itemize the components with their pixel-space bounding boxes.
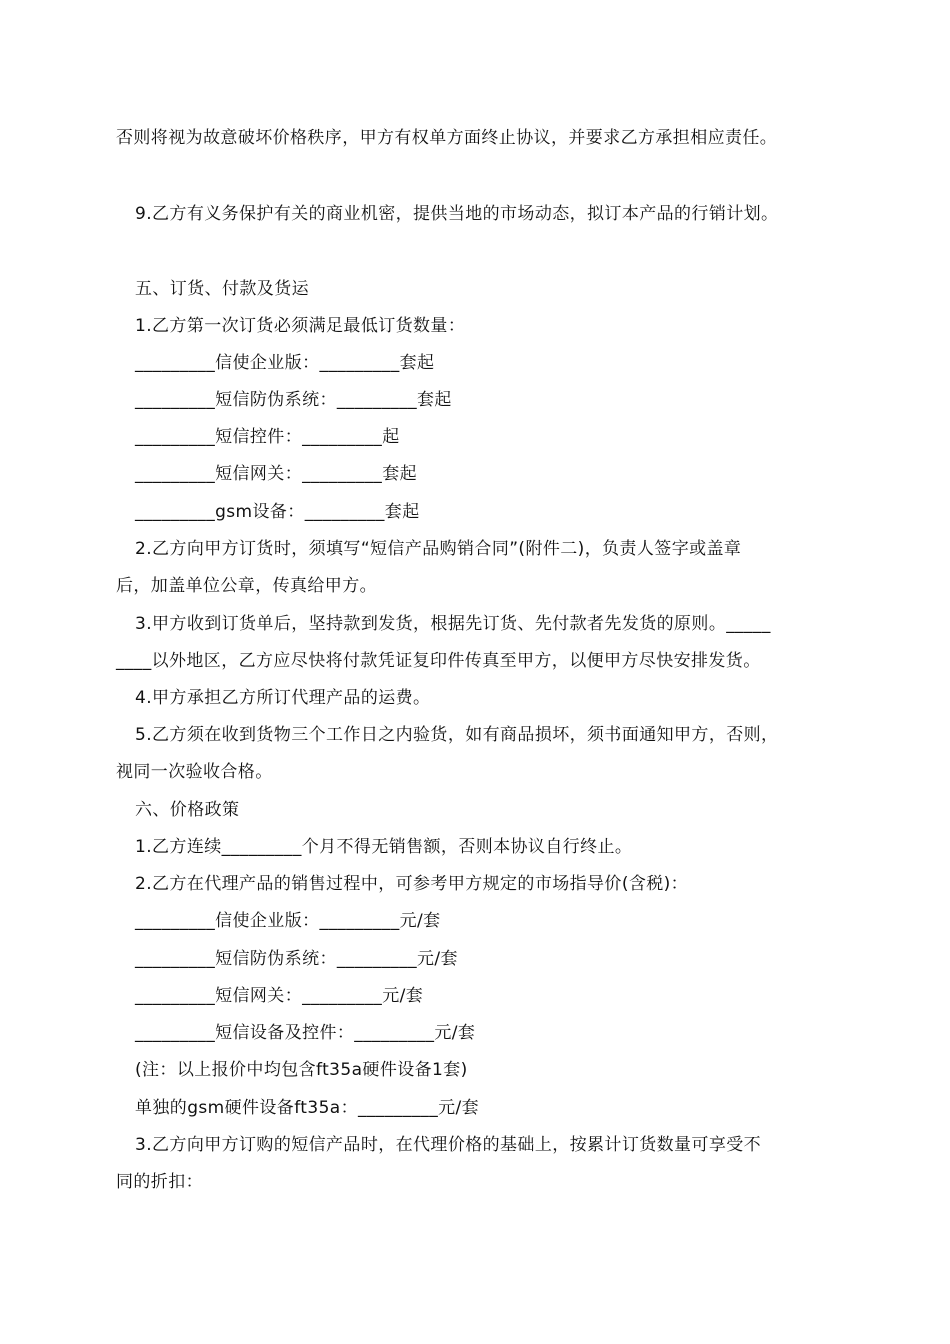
form-line: _________短信控件：_________起 bbox=[135, 427, 400, 447]
form-line: _________信使企业版：_________元/套 bbox=[135, 911, 441, 931]
paragraph-line: 2.乙方向甲方订货时，须填写“短信产品购销合同”(附件二)，负责人签字或盖章 bbox=[135, 539, 742, 559]
section-heading: 五、订货、付款及货运 bbox=[135, 279, 309, 299]
paragraph-line: 4.甲方承担乙方所订代理产品的运费。 bbox=[135, 688, 431, 708]
paragraph-line: 5.乙方须在收到货物三个工作日之内验货，如有商品损坏，须书面通知甲方，否则， bbox=[135, 725, 779, 745]
form-line: _________信使企业版：_________套起 bbox=[135, 353, 435, 373]
paragraph-line: 3.甲方收到订货单后，坚持款到发货，根据先订货、先付款者先发货的原则。_____ bbox=[135, 614, 771, 634]
form-line: 单独的gsm硬件设备ft35a：_________元/套 bbox=[135, 1098, 480, 1118]
paragraph-line: 后，加盖单位公章，传真给甲方。 bbox=[116, 576, 377, 596]
form-line: _________短信网关：_________套起 bbox=[135, 464, 417, 484]
paragraph-line: 1.乙方第一次订货必须满足最低订货数量： bbox=[135, 316, 466, 336]
form-line: _________短信防伪系统：_________元/套 bbox=[135, 949, 458, 969]
paragraph-line: 否则将视为故意破坏价格秩序，甲方有权单方面终止协议，并要求乙方承担相应责任。 bbox=[116, 128, 778, 148]
paragraph-line: 3.乙方向甲方订购的短信产品时，在代理价格的基础上，按累计订货数量可享受不 bbox=[135, 1135, 762, 1155]
note-line: (注：以上报价中均包含ft35a硬件设备1套) bbox=[135, 1060, 468, 1080]
paragraph-line: 1.乙方连续_________个月不得无销售额，否则本协议自行终止。 bbox=[135, 837, 633, 857]
form-line: _________短信网关：_________元/套 bbox=[135, 986, 424, 1006]
form-line: _________短信防伪系统：_________套起 bbox=[135, 390, 452, 410]
form-line: _________gsm设备：_________套起 bbox=[135, 502, 420, 522]
section-heading: 六、价格政策 bbox=[135, 800, 240, 820]
form-line: _________短信设备及控件：_________元/套 bbox=[135, 1023, 476, 1043]
paragraph-line: 同的折扣： bbox=[116, 1172, 203, 1192]
paragraph-line: 视同一次验收合格。 bbox=[116, 762, 273, 782]
paragraph-line: 2.乙方在代理产品的销售过程中，可参考甲方规定的市场指导价(含税)： bbox=[135, 874, 689, 894]
paragraph-line: 9.乙方有义务保护有关的商业机密，提供当地的市场动态，拟订本产品的行销计划。 bbox=[135, 204, 779, 224]
paragraph-line: ____以外地区，乙方应尽快将付款凭证复印件传真至甲方，以便甲方尽快安排发货。 bbox=[116, 651, 761, 671]
